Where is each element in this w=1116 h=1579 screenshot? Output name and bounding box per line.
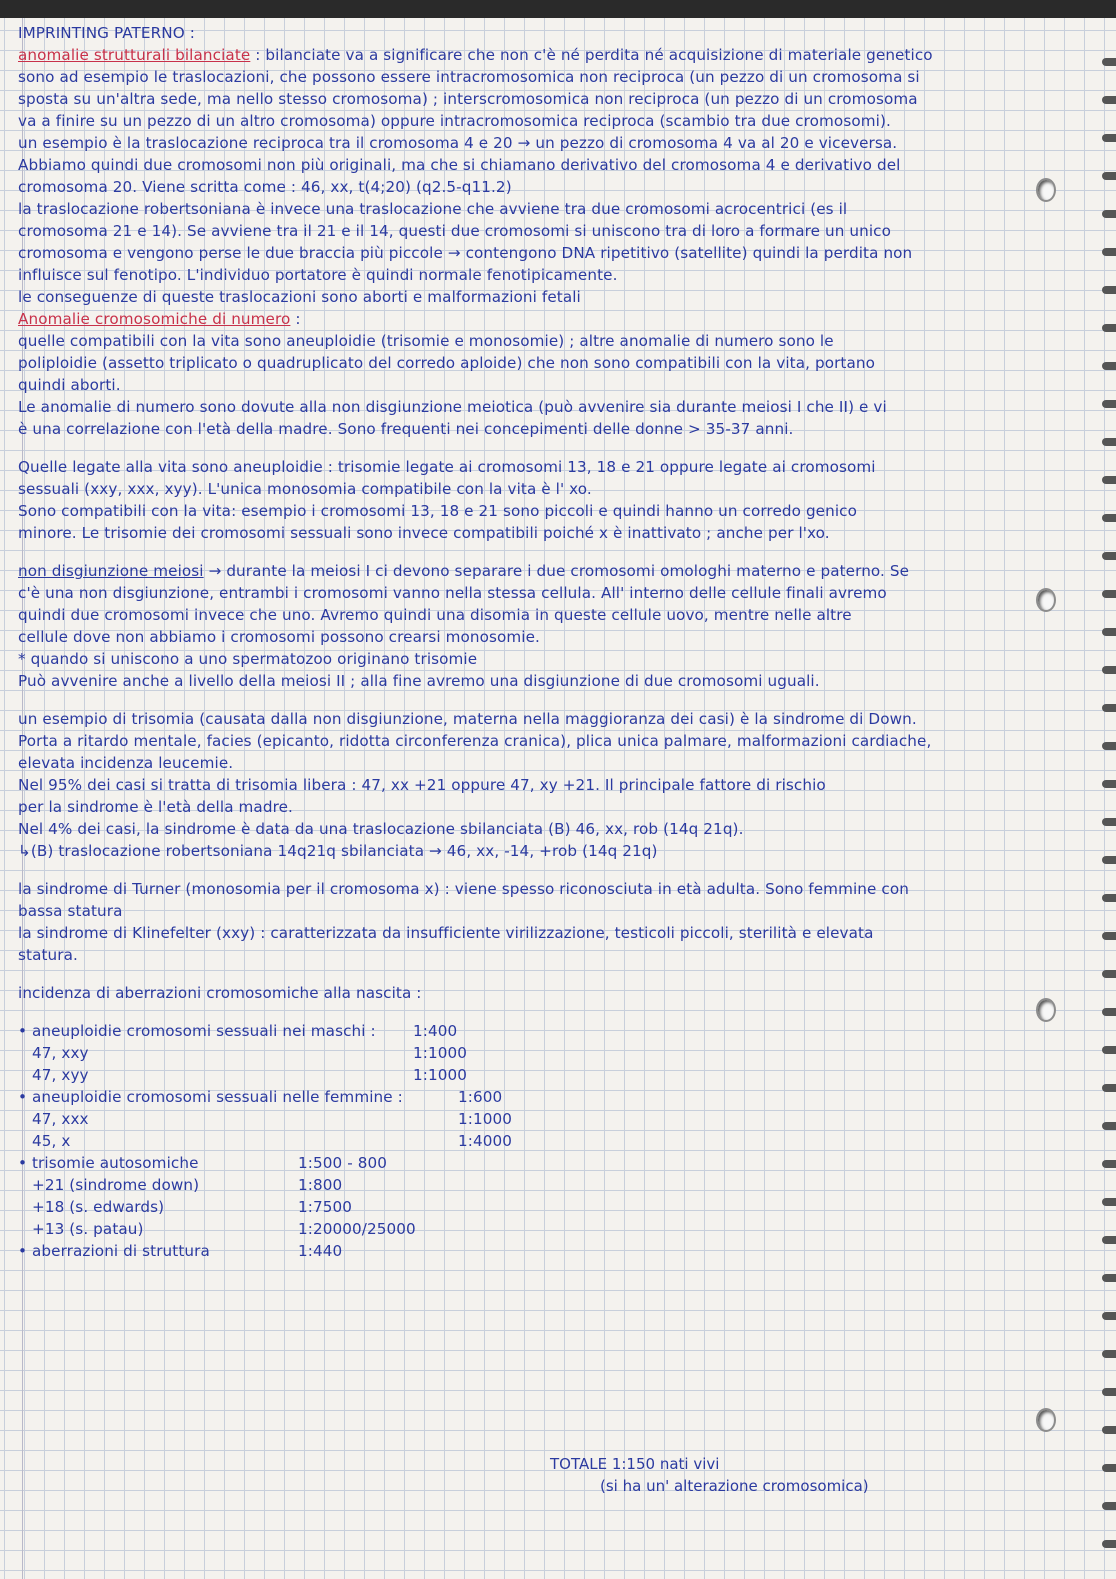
incidence-label: • aneuploidie cromosomi sessuali nei maschi : [18,1022,376,1040]
binding-ring [1102,666,1116,674]
note-line: è una correlazione con l'età della madre. Sono frequenti nei concepimenti delle donne > 35-37 anni. [18,420,794,438]
binding-ring [1102,1046,1116,1054]
note-line: cellule dove non abbiamo i cromosomi possono crearsi monosomie. [18,628,540,646]
binding-ring [1102,1084,1116,1092]
section-heading: Anomalie cromosomiche di numero [18,310,291,328]
incidence-label: 47, xxx [32,1110,89,1128]
binding-ring [1102,856,1116,864]
incidence-value: 1:20000/25000 [298,1220,416,1238]
note-line: quindi due cromosomi invece che uno. Avremo quindi una disomia in queste cellule uovo, mentre nelle altre [18,606,852,624]
incidence-row [18,1218,1028,1240]
note-line [18,308,1028,330]
note-line: la traslocazione robertsoniana è invece una traslocazione che avviene tra due cromosomi acrocentrici (es il [18,200,848,218]
binding-ring [1102,1198,1116,1206]
incidence-value: 1:7500 [298,1198,353,1216]
incidence-row [18,1042,1028,1064]
note-line: la sindrome di Turner (monosomia per il cromosoma x) : viene spesso riconosciuta in età adulta. Sono femmine con [18,880,909,898]
note-line: va a finire su un pezzo di un altro cromosoma) oppure intracromosomica reciproca (scambio tra due cromosomi). [18,112,891,130]
incidence-row [18,1086,1028,1108]
note-line: un esempio è la traslocazione reciproca tra il cromosoma 4 e 20 → un pezzo di cromosoma 4 va al 20 e viceversa. [18,134,898,152]
binding-ring [1102,970,1116,978]
binding-ring [1102,1350,1116,1358]
incidence-row [18,1196,1028,1218]
binding-ring [1102,172,1116,180]
incidence-value: 1:1000 [413,1066,468,1084]
note-line: Nel 95% dei casi si tratta di trisomia libera : 47, xx +21 oppure 47, xy +21. Il principale fattore di rischio [18,776,826,794]
binding-ring [1102,58,1116,66]
binding-ring [1102,628,1116,636]
note-line: un esempio di trisomia (causata dalla non disgiunzione, materna nella maggioranza dei casi) è la sindrome di Down. [18,710,917,728]
note-line: ↳(B) traslocazione robertsoniana 14q21q sbilanciata → 46, xx, -14, +rob (14q 21q) [18,842,658,860]
note-line [18,560,1028,582]
incidence-value: 1:4000 [458,1132,513,1150]
note-line: elevata incidenza leucemie. [18,754,234,772]
incidence-row [18,1020,1028,1042]
page-header: IMPRINTING PATERNO : [18,24,195,42]
incidence-value: 1:1000 [458,1110,513,1128]
note-line [18,44,1028,66]
binding-ring [1102,818,1116,826]
binding-ring [1102,780,1116,788]
note-line: Nel 4% dei casi, la sindrome è data da una traslocazione sbilanciata (B) 46, xx, rob (14q 21q). [18,820,744,838]
totale-line: TOTALE 1:150 nati vivi [550,1455,720,1473]
binding-ring [1102,362,1116,370]
binding-ring [1102,894,1116,902]
incidence-label: +18 (s. edwards) [32,1198,165,1216]
note-line: statura. [18,946,78,964]
binding-ring [1102,1122,1116,1130]
note-text: : bilanciate va a significare che non c'è né perdita né acquisizione di materiale genetico [255,46,933,64]
note-line: poliploidie (assetto triplicato o quadruplicato del corredo aploide) che non sono compatibili con la vita, portano [18,354,876,372]
incidence-table [18,1020,1028,1262]
binding-ring [1102,438,1116,446]
note-line: c'è una non disgiunzione, entrambi i cromosomi vanno nella stessa cellula. All' interno delle cellule finali avremo [18,584,887,602]
note-line: quindi aborti. [18,376,121,394]
binding-ring [1102,248,1116,256]
punch-hole [1036,588,1056,612]
incidence-label: +13 (s. patau) [32,1220,144,1238]
handwritten-notes [18,24,1028,1262]
incidence-label: • trisomie autosomiche [18,1154,199,1172]
incidence-value: 1:800 [298,1176,343,1194]
note-text: : [295,310,301,328]
binding-ring [1102,1464,1116,1472]
incidence-label: +21 (sindrome down) [32,1176,200,1194]
binding-ring [1102,742,1116,750]
punch-hole [1036,178,1056,202]
binding-ring [1102,1274,1116,1282]
incidence-label: 47, xxy [32,1044,89,1062]
incidence-value: 1:1000 [413,1044,468,1062]
binding-ring [1102,1502,1116,1510]
note-line: Abbiamo quindi due cromosomi non più originali, ma che si chiamano derivativo del cromosoma 4 e derivativo del [18,156,901,174]
note-line: Le anomalie di numero sono dovute alla non disgiunzione meiotica (può avvenire sia durante meiosi I che II) e vi [18,398,887,416]
binding-ring [1102,210,1116,218]
note-line: le conseguenze di queste traslocazioni sono aborti e malformazioni fetali [18,288,581,306]
note-line: Può avvenire anche a livello della meiosi II ; alla fine avremo una disgiunzione di due cromosomi uguali. [18,672,820,690]
incidence-title: incidenza di aberrazioni cromosomiche alla nascita : [18,984,422,1002]
incidence-row [18,1174,1028,1196]
incidence-row [18,1240,1028,1262]
binding-ring [1102,286,1116,294]
note-line: Sono compatibili con la vita: esempio i cromosomi 13, 18 e 21 sono piccoli e quindi hanno un corredo genico [18,502,858,520]
binding-ring [1102,932,1116,940]
notebook-page [0,18,1116,1579]
incidence-value: 1:500 - 800 [298,1154,387,1172]
totale-note [550,1453,869,1497]
incidence-value: 1:440 [298,1242,343,1260]
binding-ring [1102,1426,1116,1434]
binding-ring [1102,704,1116,712]
binding-ring [1102,1540,1116,1548]
note-line: Quelle legate alla vita sono aneuploidie : trisomie legate ai cromosomi 13, 18 e 21 oppure legate ai cromosomi [18,458,876,476]
note-line: cromosoma e vengono perse le due braccia più piccole → contengono DNA ripetitivo (satellite) quindi la perdita non [18,244,913,262]
incidence-label: • aneuploidie cromosomi sessuali nelle femmine : [18,1088,403,1106]
note-line: sono ad esempio le traslocazioni, che possono essere intracromosomica non reciproca (un pezzo di un cromosoma si [18,68,920,86]
binding-ring [1102,514,1116,522]
note-line: minore. Le trisomie dei cromosomi sessuali sono invece compatibili poiché x è inattivato ; anche per l'xo. [18,524,830,542]
incidence-label: 45, x [32,1132,71,1150]
incidence-row [18,1064,1028,1086]
binding-ring [1102,1236,1116,1244]
binding-ring [1102,1160,1116,1168]
incidence-value: 1:400 [413,1022,458,1040]
binding-ring [1102,590,1116,598]
note-line: bassa statura [18,902,123,920]
note-line: * quando si uniscono a uno spermatozoo originano trisomie [18,650,478,668]
note-line: influisce sul fenotipo. L'individuo portatore è quindi normale fenotipicamente. [18,266,618,284]
punch-hole [1036,1408,1056,1432]
note-line: Porta a ritardo mentale, facies (epicanto, ridotta circonferenza cranica), plica unica palmare, malformazioni cardiache, [18,732,932,750]
binding-ring [1102,1312,1116,1320]
punch-hole [1036,998,1056,1022]
note-line: sposta su un'altra sede, ma nello stesso cromosoma) ; interscromosomica non reciproca (un pezzo di un cromosoma [18,90,918,108]
binding-ring [1102,400,1116,408]
section-heading: anomalie strutturali bilanciate [18,46,251,64]
note-line: sessuali (xxy, xxx, xyy). L'unica monosomia compatibile con la vita è l' xo. [18,480,592,498]
binding-ring [1102,476,1116,484]
incidence-label: • aberrazioni di struttura [18,1242,210,1260]
incidence-row [18,1108,1028,1130]
binding-ring [1102,134,1116,142]
note-line: cromosoma 20. Viene scritta come : 46, xx, t(4;20) (q2.5-q11.2) [18,178,512,196]
binding-ring [1102,96,1116,104]
binding-ring [1102,552,1116,560]
incidence-label: 47, xyy [32,1066,89,1084]
note-line: quelle compatibili con la vita sono aneuploidie (trisomie e monosomie) ; altre anomalie di numero sono le [18,332,834,350]
incidence-value: 1:600 [458,1088,503,1106]
binding-ring [1102,1388,1116,1396]
binding-ring [1102,324,1116,332]
section-heading: non disgiunzione meiosi [18,562,204,580]
incidence-row [18,1130,1028,1152]
incidence-row [18,1152,1028,1174]
note-line: la sindrome di Klinefelter (xxy) : caratterizzata da insufficiente virilizzazione, testicoli piccoli, sterilità e elevata [18,924,874,942]
note-text: → durante la meiosi I ci devono separare i due cromosomi omologhi materno e paterno. Se [208,562,910,580]
note-line: cromosoma 21 e 14). Se avviene tra il 21 e il 14, questi due cromosomi si uniscono tra di loro a formare un unico [18,222,891,240]
totale-detail: (si ha un' alterazione cromosomica) [600,1477,869,1495]
binding-ring [1102,1008,1116,1016]
note-line: per la sindrome è l'età della madre. [18,798,293,816]
